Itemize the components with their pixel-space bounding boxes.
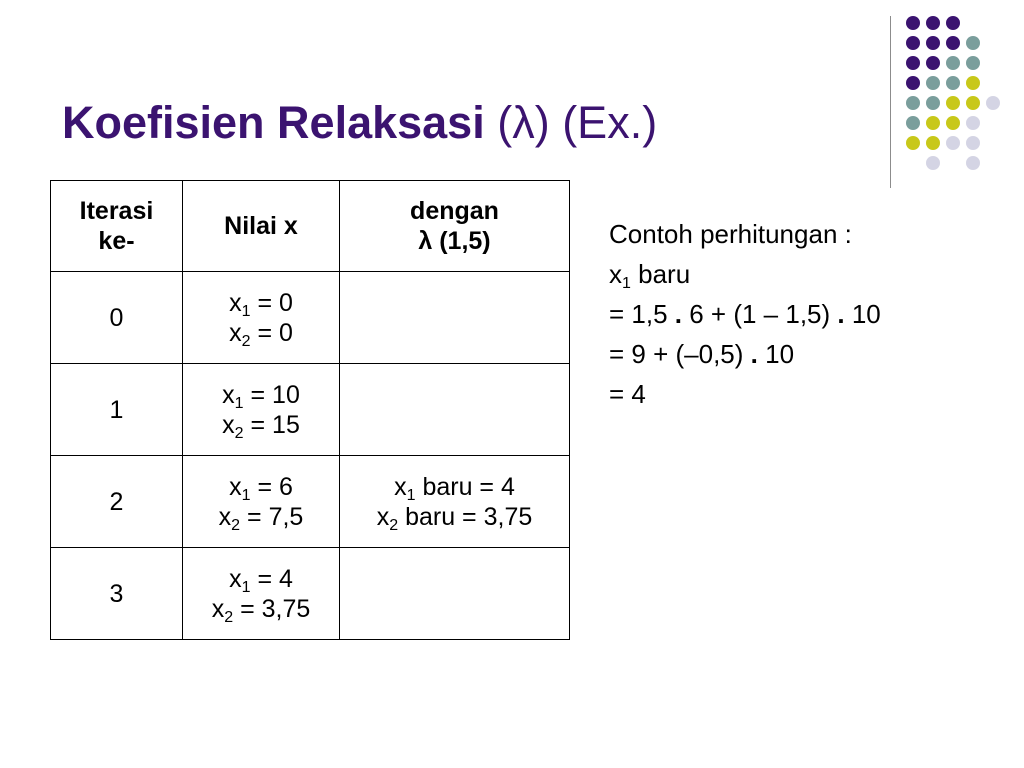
- cell-iterasi: 3: [51, 548, 183, 640]
- header-nilai-label: Nilai x: [224, 212, 298, 240]
- dot-teal: [946, 56, 960, 70]
- dot-purple: [946, 16, 960, 30]
- note-line-simplify: = 9 + (–0,5) . 10: [609, 339, 795, 369]
- x2-baru-value: $x_2$ baru = 3,75: [376, 502, 533, 534]
- note-line-x1-baru: $x_1$ baru: [609, 259, 691, 292]
- cell-dengan-lambda: [340, 456, 570, 548]
- x2-value: $x_2 = 0$: [229, 318, 293, 350]
- cell-dengan-lambda: [340, 548, 570, 640]
- title-main: Koefisien Relaksasi: [62, 97, 485, 148]
- dot-lavender: [966, 156, 980, 170]
- cell-nilai-x: [183, 364, 340, 456]
- dot-purple: [906, 76, 920, 90]
- dot-purple: [926, 16, 940, 30]
- note-line-substitution: = 1,5 . 6 + (1 – 1,5) . 10: [609, 299, 881, 329]
- x1-baru-value: $x_1$ baru = 4: [394, 472, 515, 504]
- cell-dengan-lambda: [340, 364, 570, 456]
- cell-iterasi: 1: [51, 364, 183, 456]
- table-header-row: [51, 181, 570, 272]
- dot-teal: [926, 76, 940, 90]
- x2-value: $x_2 = 3,75$: [211, 594, 311, 626]
- header-iterasi: [51, 181, 183, 272]
- cell-nilai-x: [183, 456, 340, 548]
- dot-purple: [906, 36, 920, 50]
- table-row: [51, 456, 570, 548]
- table-row: [51, 548, 570, 640]
- x1-value: $x_1 = 6$: [229, 472, 293, 504]
- dot-teal: [966, 56, 980, 70]
- dot-purple: [926, 56, 940, 70]
- cell-dengan-lambda: [340, 272, 570, 364]
- dot-teal: [946, 76, 960, 90]
- dot-purple: [906, 16, 920, 30]
- dot-purple: [906, 56, 920, 70]
- dot-olive: [906, 136, 920, 150]
- x2-value: $x_2 = 7,5$: [218, 502, 304, 534]
- header-dengan-line1: dengan: [410, 197, 499, 225]
- header-iterasi-line2: ke-: [98, 227, 135, 255]
- dot-teal: [966, 36, 980, 50]
- dot-lavender: [946, 136, 960, 150]
- dot-lavender: [926, 156, 940, 170]
- dot-teal: [926, 96, 940, 110]
- title-suffix: (λ) (Ex.): [484, 97, 658, 148]
- x2-value: $x_2 = 15$: [222, 410, 300, 442]
- x1-value: $x_1 = 10$: [222, 380, 300, 412]
- note-heading: Contoh perhitungan :: [609, 219, 852, 249]
- header-dengan: [340, 181, 570, 272]
- decorative-dot-grid: [906, 12, 1016, 172]
- cell-iterasi: 2: [51, 456, 183, 548]
- x1-value: $x_1 = 0$: [229, 288, 293, 320]
- x1-value: $x_1 = 4$: [229, 564, 293, 596]
- dot-purple: [946, 36, 960, 50]
- header-iterasi-line1: Iterasi: [79, 197, 154, 225]
- dot-olive: [926, 116, 940, 130]
- dot-lavender: [966, 116, 980, 130]
- dot-olive: [966, 76, 980, 90]
- table-row: [51, 272, 570, 364]
- iteration-table: [50, 180, 570, 640]
- header-nilai: [183, 181, 340, 272]
- cell-iterasi: 0: [51, 272, 183, 364]
- vertical-divider: [890, 16, 891, 188]
- calculation-example: [609, 214, 881, 414]
- dot-teal: [906, 116, 920, 130]
- dot-olive: [966, 96, 980, 110]
- dot-olive: [946, 96, 960, 110]
- dot-purple: [926, 36, 940, 50]
- header-dengan-line2: λ (1,5): [418, 227, 491, 255]
- note-line-result: = 4: [609, 379, 646, 409]
- dot-olive: [926, 136, 940, 150]
- table-row: [51, 364, 570, 456]
- dot-lavender: [986, 96, 1000, 110]
- dot-olive: [946, 116, 960, 130]
- dot-teal: [906, 96, 920, 110]
- cell-nilai-x: [183, 548, 340, 640]
- dot-lavender: [966, 136, 980, 150]
- slide-title: [62, 88, 657, 158]
- cell-nilai-x: [183, 272, 340, 364]
